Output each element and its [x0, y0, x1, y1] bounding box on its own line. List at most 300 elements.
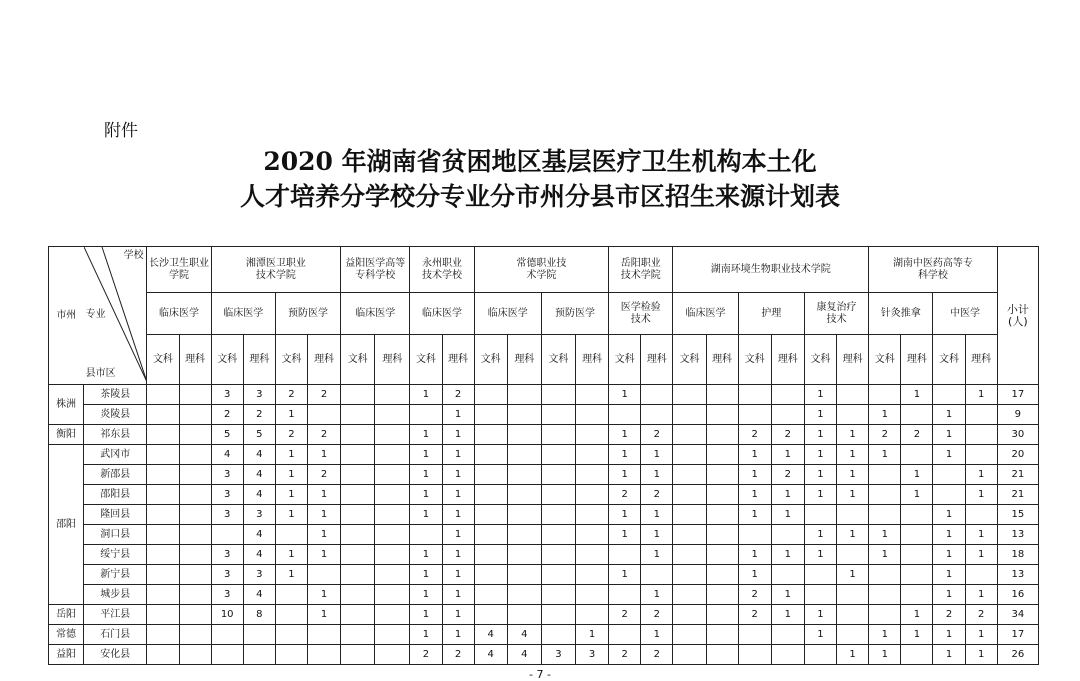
quota-cell — [179, 505, 211, 525]
quota-cell — [576, 405, 609, 425]
quota-cell — [738, 405, 771, 425]
header-corner-cell — [84, 247, 147, 385]
quota-cell: 2 — [641, 485, 673, 505]
quota-cell: 1 — [933, 585, 965, 605]
quota-cell — [474, 605, 507, 625]
quota-cell: 1 — [837, 465, 869, 485]
major-header: 医学检验技术 — [609, 293, 673, 335]
corner-school-label: 学校 — [123, 250, 144, 261]
quota-cell: 1 — [641, 525, 673, 545]
quota-cell — [179, 565, 211, 585]
quota-cell: 1 — [965, 465, 997, 485]
quota-cell: 1 — [771, 505, 804, 525]
quota-cell — [375, 545, 410, 565]
table-row — [49, 565, 1039, 585]
quota-cell: 1 — [837, 565, 869, 585]
quota-cell — [410, 405, 442, 425]
quota-cell: 1 — [804, 405, 836, 425]
quota-cell: 3 — [211, 545, 243, 565]
quota-cell — [673, 505, 706, 525]
quota-cell — [541, 565, 575, 585]
quota-cell — [147, 545, 179, 565]
quota-cell: 1 — [933, 405, 965, 425]
quota-cell: 1 — [869, 525, 901, 545]
quota-cell: 1 — [804, 485, 836, 505]
quota-cell: 1 — [738, 465, 771, 485]
quota-cell — [474, 405, 507, 425]
science-track-header: 理科 — [965, 335, 997, 385]
quota-cell: 1 — [869, 545, 901, 565]
quota-cell — [706, 645, 738, 665]
science-track-header: 理科 — [243, 335, 275, 385]
quota-cell — [771, 625, 804, 645]
quota-cell — [804, 585, 836, 605]
quota-cell — [147, 425, 179, 445]
quota-cell — [341, 465, 375, 485]
quota-cell — [576, 425, 609, 445]
subtotal-header: 小计(人) — [997, 247, 1038, 385]
quota-cell: 2 — [211, 405, 243, 425]
quota-cell — [179, 625, 211, 645]
quota-cell: 1 — [837, 425, 869, 445]
quota-cell: 1 — [901, 385, 933, 405]
quota-cell — [507, 425, 541, 445]
quota-cell — [609, 585, 641, 605]
quota-cell — [211, 625, 243, 645]
quota-cell: 1 — [933, 565, 965, 585]
quota-cell: 1 — [308, 505, 341, 525]
quota-cell — [179, 405, 211, 425]
quota-cell: 1 — [442, 505, 474, 525]
quota-cell: 1 — [933, 445, 965, 465]
quota-cell — [541, 425, 575, 445]
school-header: 岳阳职业技术学院 — [609, 247, 673, 293]
quota-cell — [541, 605, 575, 625]
quota-cell — [179, 465, 211, 485]
quota-cell — [641, 565, 673, 585]
quota-cell — [341, 645, 375, 665]
quota-cell: 1 — [738, 505, 771, 525]
quota-cell — [341, 605, 375, 625]
quota-cell — [410, 525, 442, 545]
subtotal-cell: 17 — [997, 625, 1038, 645]
quota-cell: 3 — [243, 505, 275, 525]
quota-cell — [706, 425, 738, 445]
quota-cell — [541, 465, 575, 485]
quota-cell — [771, 385, 804, 405]
quota-cell — [641, 385, 673, 405]
page-number: - 7 - — [529, 668, 551, 681]
quota-cell — [541, 405, 575, 425]
quota-cell: 1 — [804, 465, 836, 485]
quota-cell: 1 — [275, 505, 307, 525]
quota-cell: 1 — [410, 565, 442, 585]
table-row — [49, 465, 1039, 485]
quota-cell — [308, 625, 341, 645]
quota-cell — [901, 405, 933, 425]
quota-cell: 1 — [576, 625, 609, 645]
quota-cell — [933, 385, 965, 405]
quota-cell: 4 — [243, 545, 275, 565]
quota-cell: 1 — [965, 625, 997, 645]
quota-cell — [706, 625, 738, 645]
quota-cell: 1 — [275, 565, 307, 585]
quota-cell — [541, 505, 575, 525]
quota-cell — [375, 605, 410, 625]
quota-cell: 1 — [738, 565, 771, 585]
quota-cell — [147, 565, 179, 585]
quota-cell: 1 — [308, 605, 341, 625]
county-cell: 新邵县 — [84, 465, 147, 485]
quota-cell — [147, 505, 179, 525]
quota-cell — [804, 565, 836, 585]
arts-track-header: 文科 — [410, 335, 442, 385]
science-track-header: 理科 — [308, 335, 341, 385]
quota-cell: 5 — [211, 425, 243, 445]
arts-track-header: 文科 — [474, 335, 507, 385]
quota-cell — [673, 485, 706, 505]
quota-cell — [507, 485, 541, 505]
quota-cell: 4 — [243, 585, 275, 605]
subtotal-cell: 26 — [997, 645, 1038, 665]
major-header: 临床医学 — [147, 293, 211, 335]
quota-cell — [507, 605, 541, 625]
quota-cell — [576, 605, 609, 625]
quota-cell — [507, 545, 541, 565]
quota-cell — [275, 605, 307, 625]
subtotal-cell: 16 — [997, 585, 1038, 605]
quota-cell: 1 — [641, 505, 673, 525]
quota-cell: 1 — [965, 525, 997, 545]
county-cell: 石门县 — [84, 625, 147, 645]
quota-cell — [507, 565, 541, 585]
quota-cell — [179, 525, 211, 545]
quota-cell: 1 — [442, 465, 474, 485]
county-cell: 隆回县 — [84, 505, 147, 525]
quota-cell — [243, 645, 275, 665]
quota-cell — [507, 505, 541, 525]
quota-cell: 1 — [410, 585, 442, 605]
quota-cell — [507, 585, 541, 605]
quota-cell — [901, 445, 933, 465]
quota-cell — [965, 425, 997, 445]
quota-cell — [673, 405, 706, 425]
subtotal-cell: 13 — [997, 565, 1038, 585]
quota-cell — [507, 445, 541, 465]
table-row — [49, 625, 1039, 645]
city-header-label: 市州 — [56, 309, 77, 321]
arts-track-header: 文科 — [541, 335, 575, 385]
quota-cell: 3 — [211, 505, 243, 525]
quota-cell: 3 — [211, 465, 243, 485]
quota-cell: 1 — [771, 605, 804, 625]
quota-cell — [474, 585, 507, 605]
quota-cell: 1 — [933, 525, 965, 545]
school-header: 益阳医学高等专科学校 — [341, 247, 410, 293]
quota-cell — [609, 545, 641, 565]
quota-cell — [147, 605, 179, 625]
quota-cell — [474, 445, 507, 465]
quota-cell: 1 — [901, 625, 933, 645]
quota-cell — [771, 565, 804, 585]
quota-cell: 2 — [901, 425, 933, 445]
quota-cell — [869, 565, 901, 585]
quota-cell — [706, 405, 738, 425]
city-cell: 邵阳 — [49, 445, 84, 605]
quota-cell: 1 — [442, 425, 474, 445]
quota-cell — [837, 545, 869, 565]
table-row — [49, 525, 1039, 545]
quota-cell — [576, 545, 609, 565]
quota-cell: 1 — [442, 605, 474, 625]
quota-cell: 1 — [442, 405, 474, 425]
quota-cell — [147, 385, 179, 405]
quota-cell — [706, 605, 738, 625]
quota-cell — [901, 545, 933, 565]
quota-cell: 2 — [308, 385, 341, 405]
major-header: 临床医学 — [211, 293, 275, 335]
major-header: 临床医学 — [341, 293, 410, 335]
quota-cell: 3 — [541, 645, 575, 665]
quota-cell: 2 — [442, 385, 474, 405]
quota-cell: 8 — [243, 605, 275, 625]
quota-cell — [706, 525, 738, 545]
county-cell: 祁东县 — [84, 425, 147, 445]
quota-cell — [869, 505, 901, 525]
quota-cell: 4 — [211, 445, 243, 465]
table-row — [49, 605, 1039, 625]
quota-cell — [706, 445, 738, 465]
quota-cell: 1 — [275, 545, 307, 565]
arts-track-header: 文科 — [673, 335, 706, 385]
quota-cell — [341, 405, 375, 425]
county-cell: 武冈市 — [84, 445, 147, 465]
quota-cell — [804, 645, 836, 665]
quota-cell: 1 — [609, 465, 641, 485]
science-track-header: 理科 — [442, 335, 474, 385]
quota-cell: 1 — [442, 445, 474, 465]
table-row — [49, 485, 1039, 505]
quota-cell: 2 — [933, 605, 965, 625]
quota-cell: 2 — [641, 605, 673, 625]
subtotal-cell: 20 — [997, 445, 1038, 465]
quota-cell: 1 — [771, 545, 804, 565]
table-row — [49, 545, 1039, 565]
quota-cell — [901, 565, 933, 585]
quota-cell — [179, 605, 211, 625]
quota-cell: 1 — [275, 405, 307, 425]
quota-cell — [507, 525, 541, 545]
quota-cell — [673, 445, 706, 465]
quota-cell — [673, 545, 706, 565]
quota-cell: 1 — [308, 545, 341, 565]
quota-cell: 1 — [609, 505, 641, 525]
major-header: 针灸推拿 — [869, 293, 933, 335]
quota-cell — [933, 465, 965, 485]
quota-cell — [375, 585, 410, 605]
quota-cell — [341, 565, 375, 585]
quota-cell — [474, 465, 507, 485]
quota-cell: 1 — [641, 465, 673, 485]
quota-cell: 4 — [507, 645, 541, 665]
table-row — [49, 505, 1039, 525]
quota-cell — [771, 525, 804, 545]
quota-cell: 1 — [837, 645, 869, 665]
quota-cell: 3 — [211, 385, 243, 405]
quota-cell — [147, 525, 179, 545]
quota-cell — [576, 385, 609, 405]
quota-cell — [837, 405, 869, 425]
quota-cell: 1 — [933, 625, 965, 645]
quota-cell: 1 — [869, 405, 901, 425]
quota-cell: 1 — [442, 485, 474, 505]
quota-cell: 1 — [804, 605, 836, 625]
quota-cell: 2 — [609, 485, 641, 505]
quota-cell — [869, 485, 901, 505]
quota-cell — [706, 385, 738, 405]
quota-cell — [706, 465, 738, 485]
quota-cell: 1 — [804, 545, 836, 565]
subtotal-cell: 18 — [997, 545, 1038, 565]
quota-cell — [576, 505, 609, 525]
quota-cell: 1 — [933, 545, 965, 565]
quota-cell — [147, 445, 179, 465]
quota-cell: 4 — [474, 625, 507, 645]
quota-cell: 4 — [243, 445, 275, 465]
quota-cell: 1 — [410, 605, 442, 625]
quota-cell — [474, 505, 507, 525]
quota-cell: 1 — [442, 525, 474, 545]
quota-cell — [375, 505, 410, 525]
quota-cell — [308, 645, 341, 665]
subtotal-cell: 9 — [997, 405, 1038, 425]
quota-cell: 1 — [308, 525, 341, 545]
quota-cell: 1 — [965, 545, 997, 565]
quota-cell: 1 — [275, 485, 307, 505]
quota-cell — [706, 565, 738, 585]
quota-cell: 4 — [243, 525, 275, 545]
document-title-line2: 人才培养分学校分专业分市州分县市区招生来源计划表 — [239, 182, 840, 211]
quota-cell — [673, 605, 706, 625]
quota-cell — [901, 505, 933, 525]
city-cell: 益阳 — [49, 645, 84, 665]
school-header: 湖南中医药高等专科学校 — [869, 247, 998, 293]
quota-cell — [507, 405, 541, 425]
quota-cell: 1 — [442, 585, 474, 605]
arts-track-header: 文科 — [147, 335, 179, 385]
quota-cell: 1 — [869, 445, 901, 465]
quota-cell — [576, 445, 609, 465]
table-row — [49, 645, 1039, 665]
arts-track-header: 文科 — [738, 335, 771, 385]
track-header-row — [49, 335, 1039, 385]
quota-cell — [771, 405, 804, 425]
table-body — [49, 385, 1039, 665]
quota-cell: 1 — [275, 465, 307, 485]
quota-cell — [738, 525, 771, 545]
quota-cell: 1 — [275, 445, 307, 465]
quota-cell: 2 — [308, 425, 341, 445]
quota-cell — [375, 485, 410, 505]
science-track-header: 理科 — [179, 335, 211, 385]
school-header: 长沙卫生职业学院 — [147, 247, 211, 293]
quota-cell: 1 — [901, 485, 933, 505]
city-cell: 株洲 — [49, 385, 84, 425]
quota-cell — [901, 525, 933, 545]
quota-cell: 1 — [771, 445, 804, 465]
quota-cell — [541, 485, 575, 505]
quota-cell — [933, 485, 965, 505]
quota-cell — [837, 625, 869, 645]
quota-cell: 2 — [771, 425, 804, 445]
school-header: 湖南环境生物职业技术学院 — [673, 247, 869, 293]
major-header: 临床医学 — [673, 293, 738, 335]
major-header: 临床医学 — [474, 293, 541, 335]
quota-cell — [541, 385, 575, 405]
quota-cell: 1 — [410, 545, 442, 565]
quota-cell: 1 — [410, 625, 442, 645]
quota-cell: 1 — [933, 645, 965, 665]
quota-cell: 1 — [933, 505, 965, 525]
major-header: 预防医学 — [541, 293, 608, 335]
quota-cell — [341, 385, 375, 405]
quota-cell: 1 — [869, 645, 901, 665]
quota-cell: 1 — [804, 445, 836, 465]
quota-cell — [147, 405, 179, 425]
major-header: 护理 — [738, 293, 804, 335]
quota-cell: 1 — [837, 445, 869, 465]
quota-cell: 1 — [410, 425, 442, 445]
quota-cell — [375, 405, 410, 425]
quota-cell: 1 — [641, 545, 673, 565]
quota-cell — [706, 485, 738, 505]
quota-cell — [375, 465, 410, 485]
county-cell: 平江县 — [84, 605, 147, 625]
document-title-line1: 2020 年湖南省贫困地区基层医疗卫生机构本土化 — [263, 147, 817, 176]
arts-track-header: 文科 — [933, 335, 965, 385]
science-track-header: 理科 — [837, 335, 869, 385]
quota-cell: 1 — [609, 385, 641, 405]
quota-cell — [275, 625, 307, 645]
major-header: 康复治疗技术 — [804, 293, 868, 335]
quota-cell — [375, 445, 410, 465]
quota-cell: 1 — [804, 385, 836, 405]
county-cell: 新宁县 — [84, 565, 147, 585]
quota-cell — [576, 465, 609, 485]
quota-cell — [179, 425, 211, 445]
table-row — [49, 585, 1039, 605]
quota-cell: 2 — [869, 425, 901, 445]
arts-track-header: 文科 — [804, 335, 836, 385]
quota-cell: 3 — [211, 565, 243, 585]
quota-cell: 5 — [243, 425, 275, 445]
county-cell: 绥宁县 — [84, 545, 147, 565]
school-header: 湘潭医卫职业技术学院 — [211, 247, 341, 293]
quota-cell: 1 — [965, 645, 997, 665]
county-cell: 城步县 — [84, 585, 147, 605]
quota-cell: 1 — [641, 445, 673, 465]
quota-cell: 2 — [965, 605, 997, 625]
quota-cell: 2 — [609, 605, 641, 625]
quota-cell — [869, 465, 901, 485]
quota-cell: 1 — [609, 445, 641, 465]
quota-cell — [869, 605, 901, 625]
quota-cell — [965, 565, 997, 585]
table-row — [49, 445, 1039, 465]
quota-cell: 1 — [641, 625, 673, 645]
subtotal-cell: 15 — [997, 505, 1038, 525]
quota-cell — [837, 505, 869, 525]
